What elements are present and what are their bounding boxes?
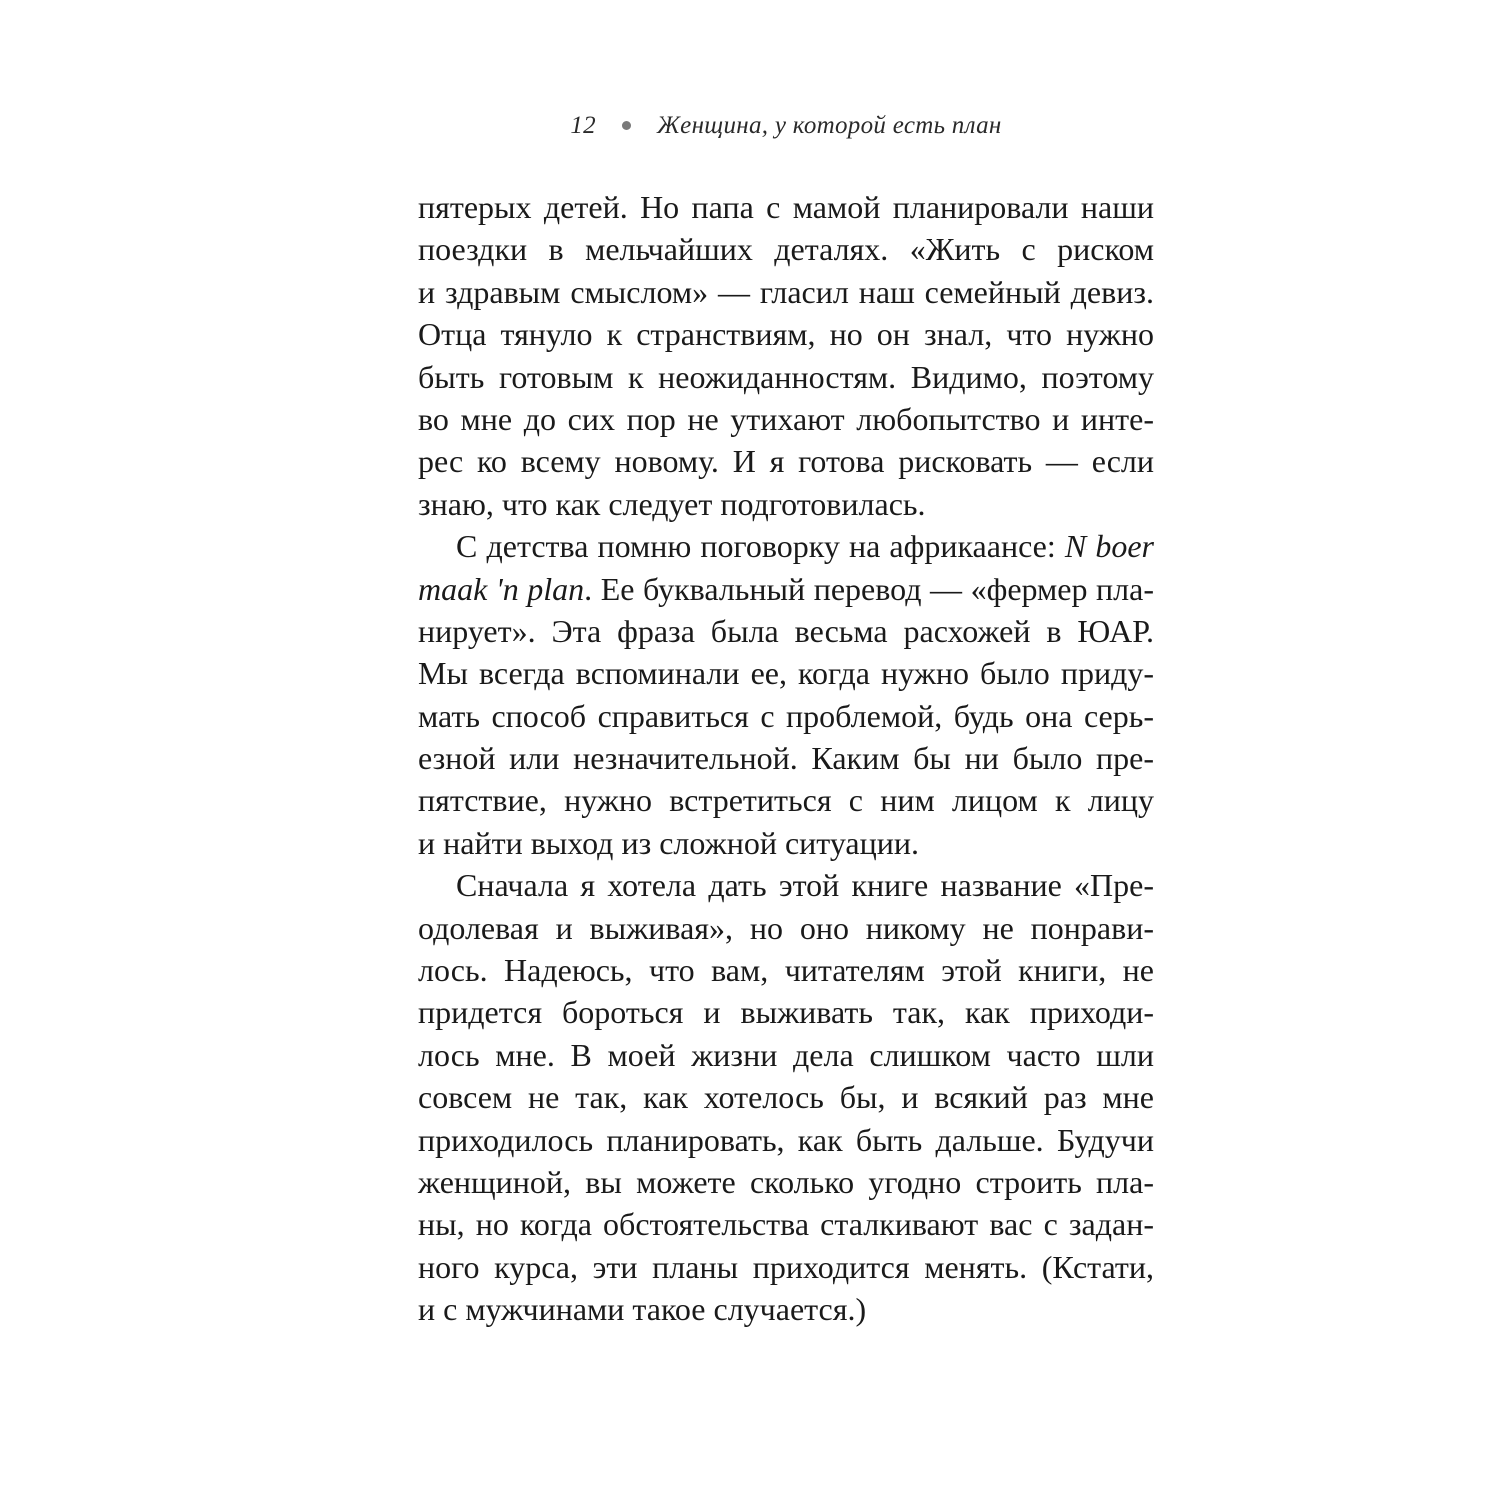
running-head xyxy=(418,112,1154,140)
text-line: приходилось планировать, как быть дальше. Будучи xyxy=(418,1121,1154,1158)
text-line: быть готовым к неожиданностям. Видимо, поэтому xyxy=(418,358,1154,395)
text-line: пятерых детей. Но папа с мамой планировали наши xyxy=(418,189,1154,225)
text-line: езной или незначительной. Каким бы ни было пре- xyxy=(418,740,1154,777)
text-line: и найти выход из сложной ситуации. xyxy=(418,824,919,861)
text-line: знаю, что как следует подготовилась. xyxy=(418,485,926,522)
bullet-separator xyxy=(622,121,631,130)
text-line: лось. Надеюсь, что вам, читателям этой книги, не xyxy=(418,952,1154,989)
text-line: ного курса, эти планы приходится менять. (Кстати, xyxy=(418,1248,1154,1285)
text-line: совсем не так, как хотелось бы, и всякий раз мне xyxy=(418,1079,1154,1116)
text-line: лось мне. В моей жизни дела слишком часто шли xyxy=(418,1036,1154,1073)
text-line: придется бороться и выживать так, как приходи- xyxy=(418,994,1154,1031)
text-line: Отца тянуло к странствиям, но он знал, что нужно xyxy=(418,316,1154,353)
text-fragment: С детства помню поговорку на африкаансе: xyxy=(456,528,1065,565)
text-line: и с мужчинами такое случается.) xyxy=(418,1291,867,1328)
text-line: рес ко всему новому. И я готова рисковать — если xyxy=(418,443,1154,480)
text-line: мать способ справиться с проблемой, будь она серь- xyxy=(418,697,1154,734)
text-line: Мы всегда вспоминали ее, когда нужно было приду- xyxy=(418,655,1154,692)
text-line: одолевая и выживая», но оно никому не понрави- xyxy=(418,909,1154,946)
body-text xyxy=(418,186,1154,1331)
text-line xyxy=(418,525,1154,567)
italic-phrase: maak 'n plan xyxy=(418,570,585,607)
text-line xyxy=(418,568,1154,610)
page-number: 12 xyxy=(570,112,596,139)
text-line: пятствие, нужно встретиться с ним лицом к лицу xyxy=(418,782,1154,819)
text-line: Сначала я хотела дать этой книге название «Пре- xyxy=(456,867,1154,904)
text-fragment: . Ее буквальный перевод — «фермер пла- xyxy=(584,570,1155,607)
text-line: во мне до сих пор не утихают любопытство и инте- xyxy=(418,400,1154,437)
text-line: поездки в мельчайших деталях. «Жить с риском xyxy=(418,231,1154,268)
italic-phrase: N boer xyxy=(1064,528,1155,565)
text-line: и здравым смыслом» — гласил наш семейный девиз. xyxy=(418,273,1154,310)
text-line: женщиной, вы можете сколько угодно строить пла- xyxy=(418,1163,1154,1200)
text-line: нирует». Эта фраза была весьма расхожей в ЮАР. xyxy=(418,612,1154,649)
text-line: ны, но когда обстоятельства сталкивают вас с задан- xyxy=(418,1206,1154,1243)
book-title: Женщина, у которой есть план xyxy=(656,112,1002,139)
